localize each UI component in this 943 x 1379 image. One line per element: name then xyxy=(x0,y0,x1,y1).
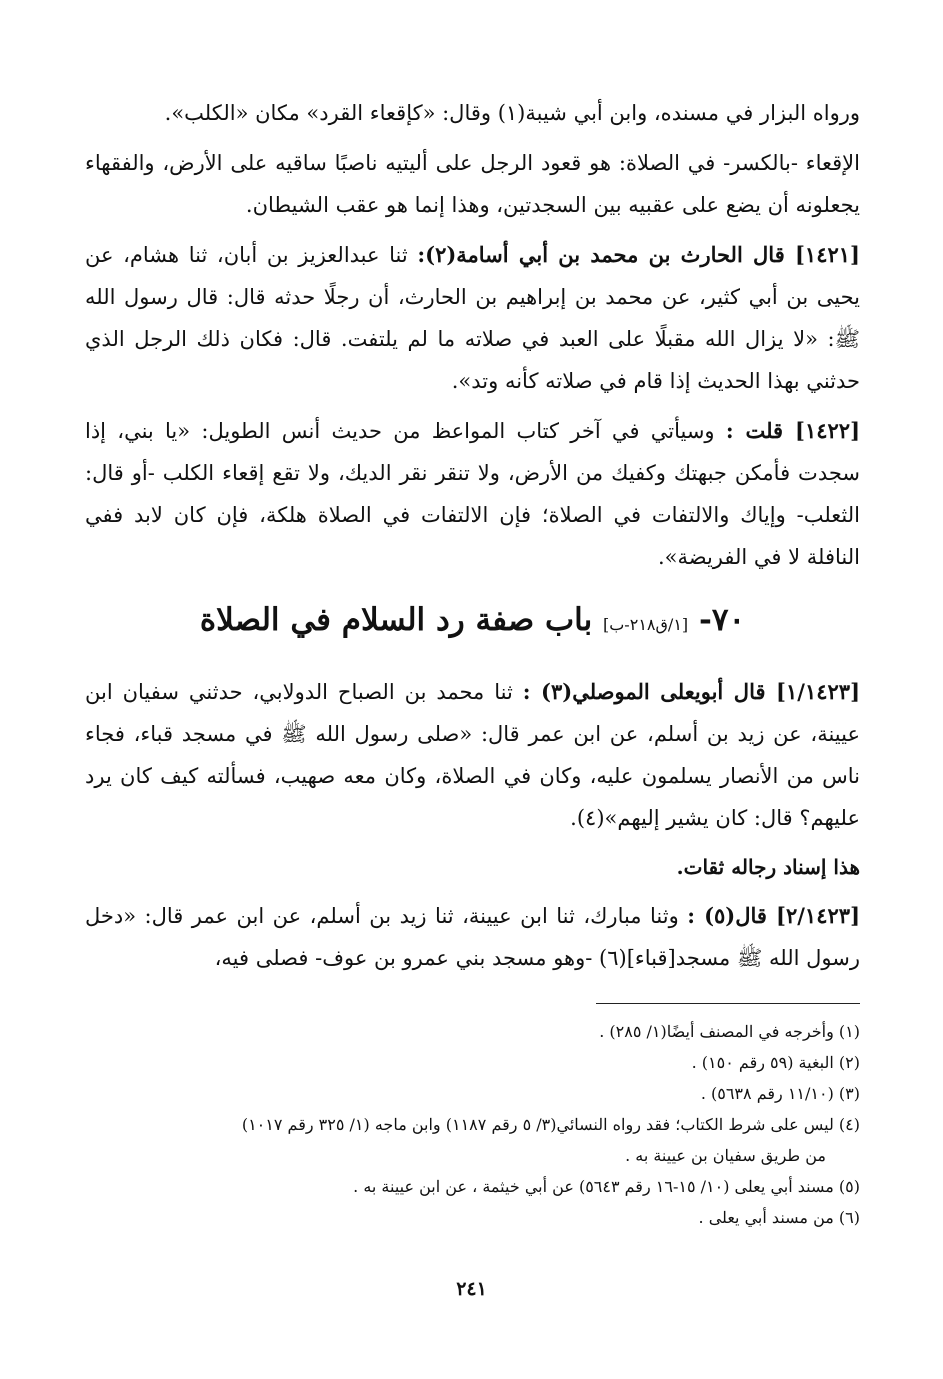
footnote-6: (٦) من مسند أبي يعلى . xyxy=(698,1208,860,1227)
hadith-1423-2: [٢/١٤٢٣] قال(٥) : وثنا مبارك، ثنا ابن عيينة، ثنا زيد بن أسلم، عن ابن عمر قال: «دخل رسول الله ﷺ مسجد[قباء](٦) -وهو مسجد بني عمرو بن عوف- فصلى فيه، xyxy=(85,903,860,970)
chapter-title: باب صفة رد السلام في الصلاة xyxy=(199,602,593,638)
hadith-1422: [١٤٢٢] قلت : وسيأتي في آخر كتاب المواعظ من حديث أنس الطويل: «يا بني، إذا سجدت فأمكن جبهتك وكفيك من الأرض، ولا تنقر نقر الديك، ولا تقع إقعاء الكلب -أو قال: الثعلب- وإياك والالتفات في الصلاة؛ فإن الالتفات في الصلاة هلكة، فإن كان لابد ففي النافلة لا في الفريضة». xyxy=(85,418,860,569)
footnotes xyxy=(85,1016,860,1233)
page-body xyxy=(85,92,860,987)
isnad-verdict: هذا إسناد رجاله ثقات. xyxy=(676,855,860,879)
page-number: ٢٤١ xyxy=(456,1278,487,1300)
chapter-heading xyxy=(85,596,860,649)
footnote-5: (٥) مسند أبي يعلى (١٠/ ١٥-١٦ رقم ٥٦٤٣) عن أبي خيثمة ، عن ابن عيينة به . xyxy=(353,1177,860,1196)
footnote-4-continued: من طريق سفيان بن عيينة به . xyxy=(625,1146,826,1165)
footnote-3: (٣) (١١/١٠ رقم ٥٦٣٨) . xyxy=(700,1084,860,1103)
paragraph-1: ورواه البزار في مسنده، وابن أبي شيبة(١) وقال: «كإقعاء القرد» مكان «الكلب». xyxy=(164,101,860,125)
hadith-1423-1: [١/١٤٢٣] قال أبويعلى الموصلي(٣) : ثنا محمد بن الصباح الدولابي، حدثني سفيان ابن عيينة، عن زيد بن أسلم، عن ابن عمر قال: «صلى رسول الله ﷺ في مسجد قباء، فجاء ناس من الأنصار يسلمون عليه، وكان في الصلاة، وكان معه صهيب، فسألته كيف كان يرد عليهم؟ قال: كان يشير إليهم»(٤). xyxy=(85,679,861,830)
footnote-2: (٢) البغية (٥٩ رقم ١٥٠) . xyxy=(691,1053,860,1072)
chapter-number: ٧٠- xyxy=(698,602,746,638)
paragraph-2: الإقعاء -بالكسر- في الصلاة: هو قعود الرجل على أليتيه ناصبًا ساقيه على الأرض، والفقهاء يجعلونه أن يضع على عقبيه بين السجدتين، وهذا إنما هو عقب الشيطان. xyxy=(85,151,860,217)
hadith-1421: [١٤٢١] قال الحارث بن محمد بن أبي أسامة(٢): ثنا عبدالعزيز بن أبان، ثنا هشام، عن يحيى بن أبي كثير، عن محمد بن إبراهيم بن الحارث، أن رجلًا حدثه قال: قال رسول الله ﷺ: «لا يزال الله مقبلًا على العبد في صلاته ما لم يلتفت. قال: فكان ذلك الرجل الذي حدثني بهذا الحديث إذا قام في صلاته كأنه وتد». xyxy=(85,242,860,393)
footnote-4: (٤) ليس على شرط الكتاب؛ فقد رواه النسائي(٣/ ٥ رقم ١١٨٧) وابن ماجه (١/ ٣٢٥ رقم ١٠١٧) xyxy=(241,1115,860,1134)
footnote-divider xyxy=(596,1003,860,1004)
footnote-1: (١) وأخرجه في المصنف أيضًا(١/ ٢٨٥) . xyxy=(599,1022,860,1041)
manuscript-ref: [١/ق٢١٨-ب] xyxy=(603,615,689,634)
